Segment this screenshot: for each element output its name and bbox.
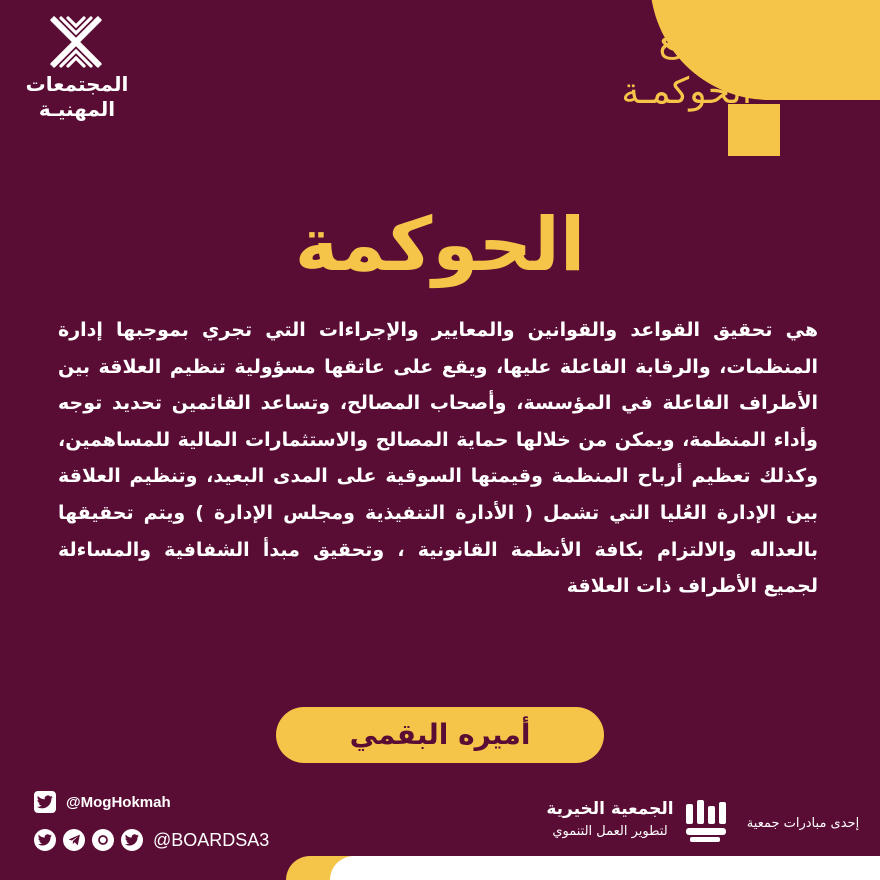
community-title-line2: الحوكمـة xyxy=(621,71,752,112)
professional-communities-logo-text xyxy=(12,72,142,122)
org-name: الجمعية الخيرية xyxy=(546,799,674,819)
social-handles-row[interactable] xyxy=(34,829,269,851)
page-title: الحوكمة xyxy=(294,202,586,288)
author-badge: أميره البقمي xyxy=(276,707,604,763)
governance-definition-text: هي تحقيق القواعد والقوانين والمعايير والإجراءات التي تجري بموجبها إدارة المنظمات، والرقابة الفاعلة عليها، ويقع على عاتقها مسؤولية تنظيم العلاقة بين الأطراف الفاعلة في المؤسسة، وأصحاب المصالح، وتساعد القائمين تحديد توجه وأداء المنظمة، ويمكن من خلالها حماية المصالح والاستثمارات المالية للمساهمين، وكذلك تعظيم أرباح المنظمة وقيمتها السوقية على المدى البعيد، وتنظيم العلاقة بين الإدارة العُليا التي تشمل ( الأدارة التنفيذية ومجلس الإدارة ) ويتم تحقيقها بالعداله والالتزام بكافة الأنظمة القانونية ، وتحقيق مبدأ الشفافية والمساءلة لجميع الأطراف ذات العلاقة xyxy=(58,319,818,598)
twitter-icon xyxy=(121,829,143,851)
corner-fill-decoration xyxy=(770,0,880,100)
twitter-icon xyxy=(34,791,56,813)
logo-line2: المهنيـة xyxy=(38,97,116,121)
telegram-icon xyxy=(63,829,85,851)
org-subtitle: لتطوير العمل التنموي xyxy=(552,824,668,839)
logo-line1: المجتمعات xyxy=(25,72,129,96)
initiative-note: إحدى مبادرات جمعية xyxy=(746,816,860,831)
community-title xyxy=(492,14,752,118)
twitter-handle: @MogHokmah xyxy=(66,793,171,811)
bottom-white-strip xyxy=(330,856,880,880)
twitter-handle-row[interactable] xyxy=(34,791,171,813)
snapchat-icon xyxy=(92,829,114,851)
woven-x-logo-icon xyxy=(48,14,104,70)
twitter-icon xyxy=(34,829,56,851)
org-logo-icon xyxy=(684,800,734,844)
social-handle: @BOARDSA3 xyxy=(153,829,270,850)
community-title-line1: مجتمع xyxy=(658,19,752,60)
